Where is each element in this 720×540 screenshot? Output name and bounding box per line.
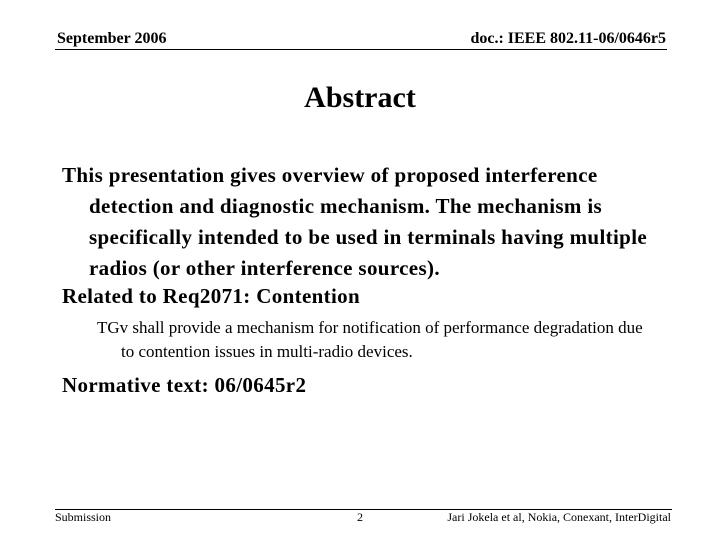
footer-submission: Submission <box>55 510 112 524</box>
requirement-quote: TGv shall provide a mechanism for notification of performance degradation due to contention issues in multi-radio devices. <box>97 318 643 361</box>
footer-authors: Jari Jokela et al, Nokia, Conexant, InterDigital <box>447 510 671 524</box>
abstract-paragraph: This presentation gives overview of proposed interference detection and diagnostic mechanism. The mechanism is specifically intended to be used in terminals having multiple radios (or other interference sources). <box>62 163 648 280</box>
header-date: September 2006 <box>57 30 167 47</box>
normative-text-reference: Normative text: 06/0645r2 <box>62 373 307 397</box>
header-divider <box>55 49 667 50</box>
footer-page-number: 2 <box>357 510 363 524</box>
slide-title: Abstract <box>304 81 416 114</box>
header-doc-id: doc.: IEEE 802.11-06/0646r5 <box>470 30 666 47</box>
requirement-reference: Related to Req2071: Contention <box>62 284 361 308</box>
